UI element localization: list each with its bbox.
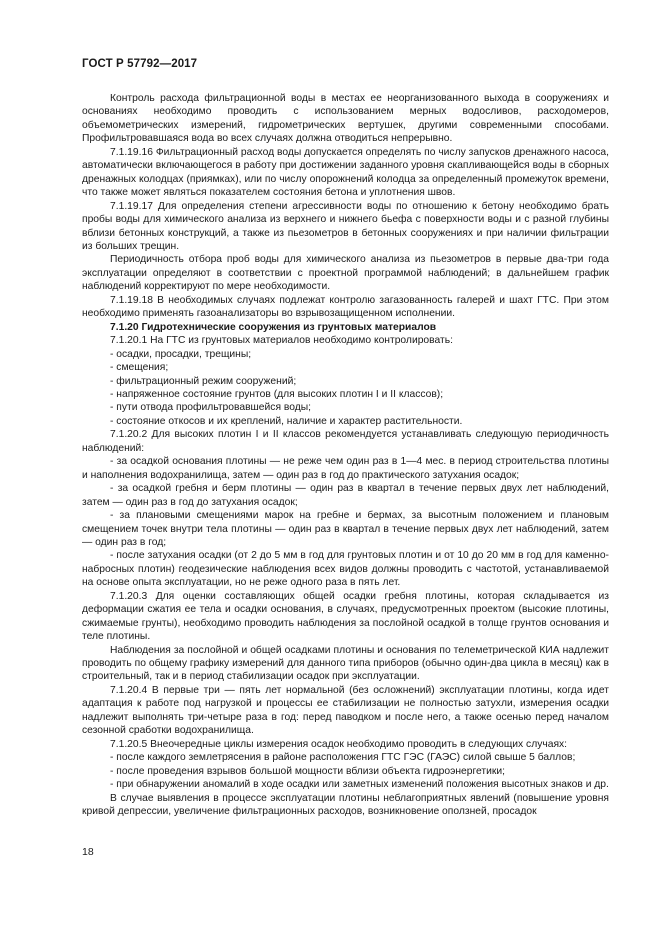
section-heading: 7.1.20 Гидротехнические сооружения из грунтовых материалов [110,321,437,333]
paragraph: 7.1.19.16 Фильтрационный расход воды допускается определять по числу запусков дренажного насоса, автоматически включающегося в работу при достижении заданного уровня скапливающейся воды в сборных дренажных колодцах (приямках), или по числу опорожнений колодца за определенный промежуток времени, что также может являться показателем состояния бетона и уплотнения швов. [82,146,609,199]
paragraph: 7.1.20.4 В первые три — пять лет нормальной (без осложнений) эксплуатации плотины, когда идет адаптация к работе под нагрузкой и процессы ее стабилизации не полностью затухли, измерения осадки надлежит выполнять три-четыре раза в год: перед паводком и после него, а также осенью перед началом сезонной сработки водохранилища. [82,684,609,737]
paragraph: Периодичность отбора проб воды для химического анализа из пьезометров в первые два-три года эксплуатации определяют в соответствии с проектной программой наблюдений; в дальнейшем график наблюдений корректируют по мере необходимости. [82,254,609,293]
list-item: - при обнаружении аномалий в ходе осадки или заметных изменений положения высотных знаков и др. [110,779,609,791]
page-number: 18 [82,846,94,858]
list-item: - после проведения взрывов большой мощности вблизи объекта гидроэнергетики; [110,765,505,777]
list-item: - осадки, просадки, трещины; [110,348,252,360]
paragraph: Наблюдения за послойной и общей осадками плотины и основания по телеметрической КИА надлежит проводить по общему графику измерений для данного типа приборов (обычно один-два цикла в месяц) как в строительный, так и в период стабилизации осадок при эксплуатации. [82,644,609,683]
list-item: - напряженное состояние грунтов (для высоких плотин I и II классов); [110,388,444,400]
paragraph: 7.1.20.2 Для высоких плотин I и II классов рекомендуется устанавливать следующую периодичность наблюдений: [82,429,609,454]
paragraph: 7.1.20.5 Внеочередные циклы измерения осадок необходимо проводить в следующих случаях: [110,738,568,750]
document-body [82,92,609,818]
paragraph: Контроль расхода фильтрационной воды в местах ее неорганизованного выхода в сооружениях и основаниях необходимо проводить с использованием мерных водосливов, расходомеров, объемометрических измерений, гидрометрических вертушек, другими современными способами. Профильтровавшаяся вода во всех случаях должна отводиться непрерывно. [82,93,609,145]
paragraph: 7.1.19.17 Для определения степени агрессивности воды по отношению к бетону необходимо брать пробы воды для химического анализа из верхнего и нижнего бьефа с поверхности воды и с разной глубины вблизи бетонных конструкций, а также из пьезометров в бетонных сооружениях и при наличии фильтрации из больших трещин. [82,200,609,252]
paragraph: 7.1.20.1 На ГТС из грунтовых материалов необходимо контролировать: [110,335,453,347]
list-item: - за осадкой основания плотины — не реже чем один раз в 1—4 мес. в период строительства плотины и наполнения водохранилища, затем — один раз в год до практического затухания осадок; [82,456,609,481]
list-item: - смещения; [110,362,169,374]
list-item: - после затухания осадки (от 2 до 5 мм в год для грунтовых плотин и от 10 до 20 мм в год для каменно-набросных плотин) геодезические наблюдения всех видов должны проводить с частотой, устанавливаемой на основе опыта эксплуатации, но не реже одного раза в пять лет. [82,550,609,589]
paragraph: В случае выявления в процессе эксплуатации плотины неблагоприятных явлений (повышение уровня кривой депрессии, увеличение фильтрационных расходов, возникновение оползней, просадок [82,792,609,818]
list-item: - состояние откосов и их креплений, наличие и характер растительности. [110,415,463,427]
list-item: - после каждого землетрясения в районе расположения ГТС ГЭС (ГАЭС) силой свыше 5 баллов; [110,752,576,764]
paragraph: 7.1.19.18 В необходимых случаях подлежат контролю загазованность галерей и шахт ГТС. При этом необходимо применять газоанализаторы во взрывозащищенном исполнении. [82,294,609,320]
list-item: - за осадкой гребня и берм плотины — один раз в квартал в течение первых двух лет наблюдений, затем — один раз в год до затухания осадок; [82,483,609,508]
list-item: - фильтрационный режим сооружений; [110,375,297,387]
page-header-title: ГОСТ Р 57792—2017 [82,58,198,70]
paragraph: 7.1.20.3 Для оценки составляющих общей осадки гребня плотины, которая складывается из деформации сжатия ее тела и осадки основания, в случаях, предусмотренных проектом (высокие плотины, сжимаемые грунты), необходимо проводить наблюдения за послойной осадкой в толще грунтов основания и теле плотины. [82,590,609,643]
list-item: - пути отвода профильтровавшейся воды; [110,402,311,414]
list-item: - за плановыми смещениями марок на гребне и бермах, за высотным положением и плановым смещением точек внутри тела плотины — один раз в квартал в течение первых двух лет наблюдений, затем — один раз в год; [82,510,609,548]
